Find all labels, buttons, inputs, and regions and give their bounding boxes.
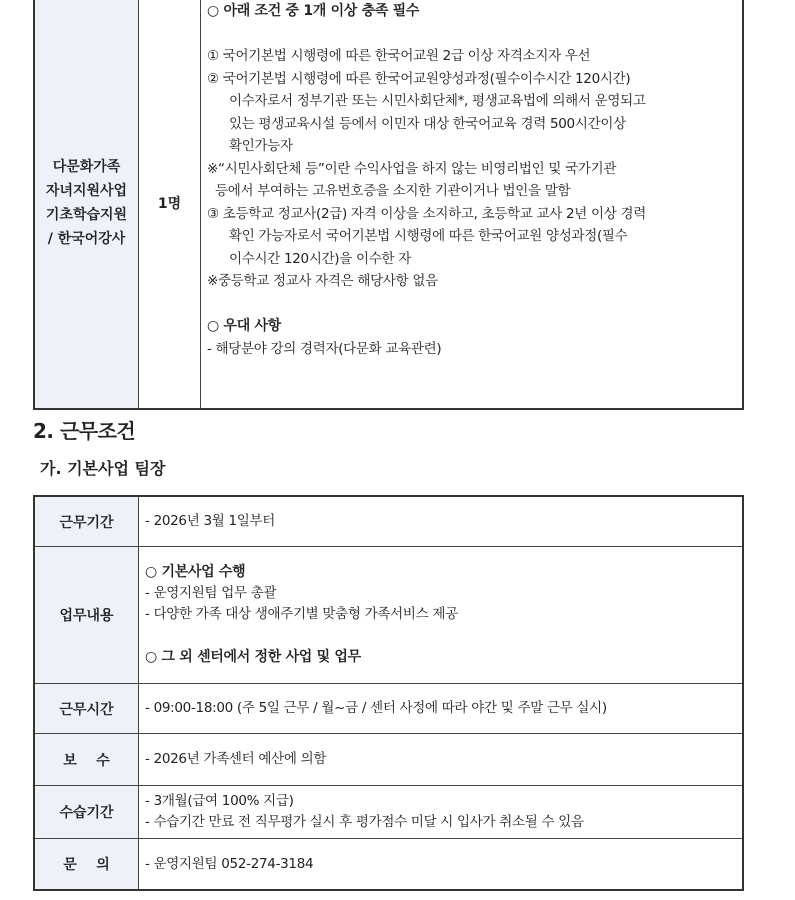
period-value <box>139 497 742 546</box>
conditions-table <box>33 495 744 891</box>
requirement-line: ② 국어기본법 시행령에 따른 한국어교원양성과정(필수이수시간 120시간) <box>207 70 631 87</box>
spacer <box>207 23 736 46</box>
headcount-cell: 1명 <box>139 0 201 408</box>
requirement-line: 확인가능자 <box>229 138 293 154</box>
preference-line: - 해당분야 강의 경력자(다문화 교육관련) <box>207 340 442 357</box>
requirements-title: ○ 아래 조건 중 1개 이상 충족 필수 <box>207 3 420 19</box>
table-row <box>35 838 742 889</box>
pay-label: 보 수 <box>35 734 139 785</box>
pay-text: - 2026년 가족센터 예산에 의함 <box>145 751 327 767</box>
spacer <box>207 293 736 316</box>
requirement-line: 이수시간 120시간)을 이수한 자 <box>229 250 411 267</box>
period-label: 근무기간 <box>35 497 139 546</box>
probation-value <box>139 786 742 838</box>
requirements-cell <box>201 0 742 408</box>
probation-label: 수습기간 <box>35 786 139 838</box>
contact-label: 문 의 <box>35 839 139 889</box>
table-row <box>35 546 742 683</box>
requirement-note: ※“시민사회단체 등”이란 수익사업을 하지 않는 비영리법인 및 국가기관 <box>207 160 617 177</box>
position-line: 다문화가족 <box>52 159 121 175</box>
position-line: 기초학습지원 <box>45 207 128 223</box>
section-title: 2. 근무조건 <box>33 419 136 443</box>
subsection-title: 가. 기본사업 팀장 <box>40 459 166 478</box>
table-row <box>35 683 742 733</box>
recruitment-table <box>33 0 744 410</box>
table-row <box>35 497 742 546</box>
duty-item: - 운영지원팀 업무 총괄 <box>145 584 277 601</box>
pay-value <box>139 734 742 785</box>
preference-title: ○ 우대 사항 <box>207 318 281 334</box>
contact-value <box>139 839 742 889</box>
hours-text: - 09:00-18:00 (주 5일 근무 / 월~금 / 센터 사정에 따라 야간 및 주말 근무 실시) <box>145 700 607 716</box>
probation-text: - 수습기간 만료 전 직무평가 실시 후 평가점수 미달 시 입사가 취소될 수 있음 <box>145 814 584 830</box>
duty-value <box>139 547 742 683</box>
probation-text: - 3개월(급여 100% 지급) <box>145 793 294 809</box>
duty-label: 업무내용 <box>35 547 139 683</box>
requirement-line: 있는 평생교육시설 등에서 이민자 대상 한국어교육 경력 500시간이상 <box>229 115 626 132</box>
contact-text: - 운영지원팀 052-274-3184 <box>145 855 314 872</box>
requirement-line: 이수자로서 정부기관 또는 시민사회단체*, 평생교육법에 의해서 운영되고 <box>229 93 646 109</box>
position-cell <box>35 0 139 408</box>
requirement-line: 확인 가능자로서 국어기본법 시행령에 따른 한국어교원 양성과정(필수 <box>229 228 628 244</box>
hours-value <box>139 684 742 733</box>
duty-title: ○ 기본사업 수행 <box>145 563 246 580</box>
position-line: 자녀지원사업 <box>45 183 128 199</box>
table-row <box>35 785 742 838</box>
requirement-line: ① 국어기본법 시행령에 따른 한국어교원 2급 이상 자격소지자 우선 <box>207 48 591 64</box>
requirement-note: 등에서 부여하는 고유번호증을 소지한 기관이거나 법인을 말함 <box>215 183 571 199</box>
hours-label: 근무시간 <box>35 684 139 733</box>
requirement-note: ※중등학교 정교사 자격은 해당사항 없음 <box>207 273 438 289</box>
table-row <box>35 733 742 785</box>
spacer <box>145 625 736 648</box>
period-text: - 2026년 3월 1일부터 <box>145 513 275 529</box>
duty-title: ○ 그 외 센터에서 정한 사업 및 업무 <box>145 649 361 666</box>
position-line: / 한국어강사 <box>47 231 126 247</box>
duty-item: - 다양한 가족 대상 생애주기별 맞춤형 가족서비스 제공 <box>145 605 458 622</box>
requirement-line: ③ 초등학교 정교사(2급) 자격 이상을 소지하고, 초등학교 교사 2년 이상 경력 <box>207 205 646 222</box>
